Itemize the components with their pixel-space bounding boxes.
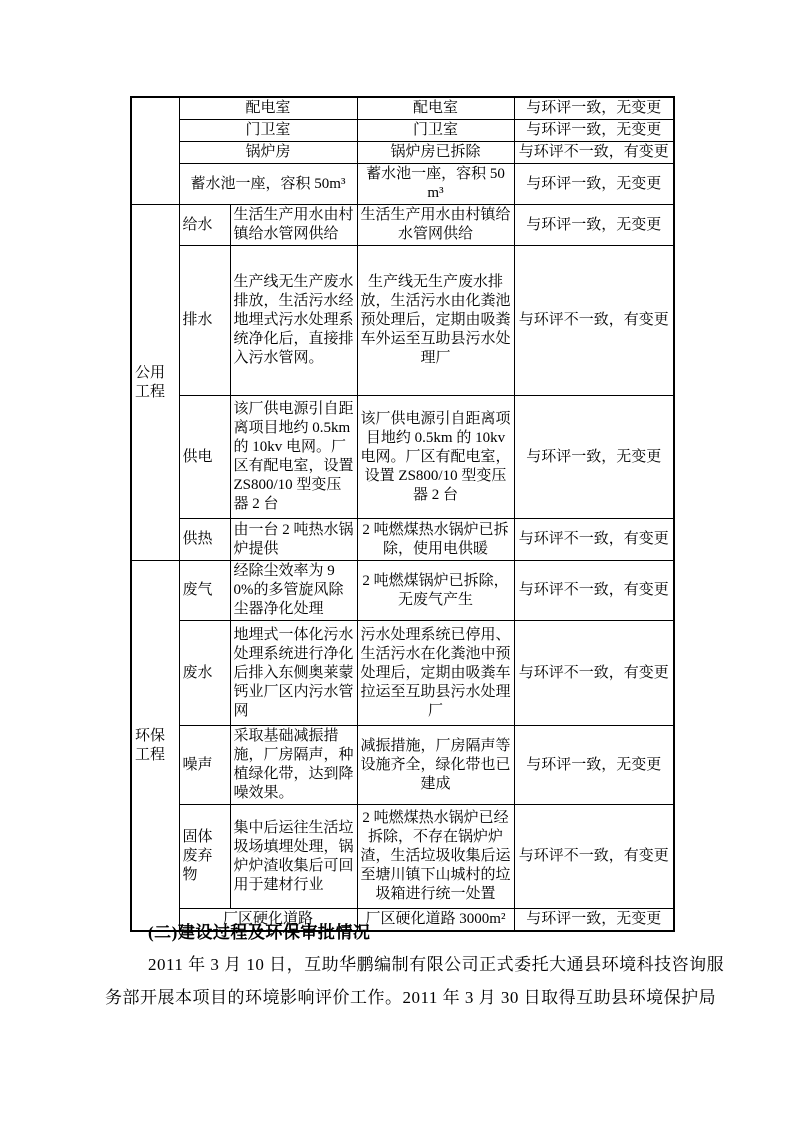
table-row	[131, 205, 674, 246]
eia-content-cell: 蓄水池一座，容积 50m³	[179, 164, 357, 205]
item-label-cell: 废气	[179, 561, 230, 621]
actual-content-cell: 2 吨燃煤热水锅炉已经拆除，不存在锅炉炉渣，生活垃圾收集后运至塘川镇下山城村的垃圾箱进行统一处置	[357, 805, 514, 909]
item-label-cell: 噪声	[179, 726, 230, 805]
eia-content-cell: 集中后运往生活垃圾场填埋处理，锅炉炉渣收集后可回用于建材行业	[230, 805, 357, 909]
conclusion-cell: 与环评不一致，有变更	[514, 621, 674, 726]
paragraph-line-1: 2011 年 3 月 10 日，互助华鹏编制有限公司正式委托大通县环境科技咨询服	[148, 955, 725, 974]
section-label-cell	[131, 97, 179, 205]
paragraph-line-2: 务部开展本项目的环境影响评价工作。2011 年 3 月 30 日取得互助县环境保护局	[105, 988, 717, 1007]
actual-content-cell: 2 吨燃煤热水锅炉已拆除，使用电供暖	[357, 519, 514, 561]
table-row	[131, 246, 674, 396]
actual-content-cell: 该厂供电源引自距离项目地约 0.5km 的 10kv 电网。厂区有配电室，设置 ZS800/10 型变压器 2 台	[357, 396, 514, 519]
item-label-cell: 废水	[179, 621, 230, 726]
eia-content-cell: 采取基础减振措施，厂房隔声，种植绿化带，达到降噪效果。	[230, 726, 357, 805]
conclusion-cell: 与环评一致，无变更	[514, 396, 674, 519]
actual-content-cell: 配电室	[357, 97, 514, 120]
conclusion-cell: 与环评不一致，有变更	[514, 561, 674, 621]
eia-content-cell: 该厂供电源引自距离项目地约 0.5km 的 10kv 电网。厂区有配电室，设置 ZS800/10 型变压器 2 台	[230, 396, 357, 519]
actual-content-cell: 生活生产用水由村镇给水管网供给	[357, 205, 514, 246]
conclusion-cell: 与环评不一致，有变更	[514, 246, 674, 396]
eia-content-cell: 经除尘效率为 90%的多管旋风除尘器净化处理	[230, 561, 357, 621]
conclusion-cell: 与环评不一致，有变更	[514, 142, 674, 164]
section-heading: (二)建设过程及环保审批情况	[148, 923, 371, 942]
table-row	[131, 561, 674, 621]
actual-content-cell: 生产线无生产废水排放，生活污水由化粪池预处理后，定期由吸粪车外运至互助县污水处理厂	[357, 246, 514, 396]
actual-content-cell: 2 吨燃煤锅炉已拆除，无废气产生	[357, 561, 514, 621]
conclusion-cell: 与环评不一致，有变更	[514, 805, 674, 909]
eia-content-cell: 厂区硬化道路	[179, 909, 357, 932]
conclusion-cell: 与环评一致，无变更	[514, 120, 674, 142]
table-row	[131, 396, 674, 519]
table-row	[131, 621, 674, 726]
table-row	[131, 726, 674, 805]
eia-content-cell: 锅炉房	[179, 142, 357, 164]
table-row	[131, 120, 674, 142]
eia-content-cell: 门卫室	[179, 120, 357, 142]
actual-content-cell: 减振措施，厂房隔声等设施齐全，绿化带也已建成	[357, 726, 514, 805]
table-row	[131, 164, 674, 205]
actual-content-cell: 蓄水池一座，容积 50m³	[357, 164, 514, 205]
item-label-cell: 供电	[179, 396, 230, 519]
table-row	[131, 519, 674, 561]
actual-content-cell: 锅炉房已拆除	[357, 142, 514, 164]
conclusion-cell: 与环评一致，无变更	[514, 205, 674, 246]
item-label-cell: 供热	[179, 519, 230, 561]
conclusion-cell: 与环评一致，无变更	[514, 909, 674, 932]
body-text-block	[105, 918, 725, 1014]
construction-comparison-table	[130, 96, 675, 932]
actual-content-cell: 门卫室	[357, 120, 514, 142]
conclusion-cell: 与环评不一致，有变更	[514, 519, 674, 561]
item-label-cell: 给水	[179, 205, 230, 246]
table-row	[131, 142, 674, 164]
eia-content-cell: 配电室	[179, 97, 357, 120]
section-label-cell: 环保工程	[131, 561, 179, 932]
actual-content-cell: 厂区硬化道路 3000m²	[357, 909, 514, 932]
actual-content-cell: 污水处理系统已停用、生活污水在化粪池中预处理后，定期由吸粪车拉运至互助县污水处理厂	[357, 621, 514, 726]
eia-content-cell: 地埋式一体化污水处理系统进行净化后排入东侧奥莱蒙钙业厂区内污水管网	[230, 621, 357, 726]
eia-content-cell: 生产线无生产废水排放，生活污水经地埋式污水处理系统净化后，直接排入污水管网。	[230, 246, 357, 396]
section-label-cell: 公用工程	[131, 205, 179, 561]
conclusion-cell: 与环评一致，无变更	[514, 726, 674, 805]
table-row	[131, 97, 674, 120]
conclusion-cell: 与环评一致，无变更	[514, 97, 674, 120]
table-row	[131, 805, 674, 909]
eia-content-cell: 由一台 2 吨热水锅炉提供	[230, 519, 357, 561]
eia-content-cell: 生活生产用水由村镇给水管网供给	[230, 205, 357, 246]
conclusion-cell: 与环评一致，无变更	[514, 164, 674, 205]
item-label-cell: 固体废弃物	[179, 805, 230, 909]
item-label-cell: 排水	[179, 246, 230, 396]
